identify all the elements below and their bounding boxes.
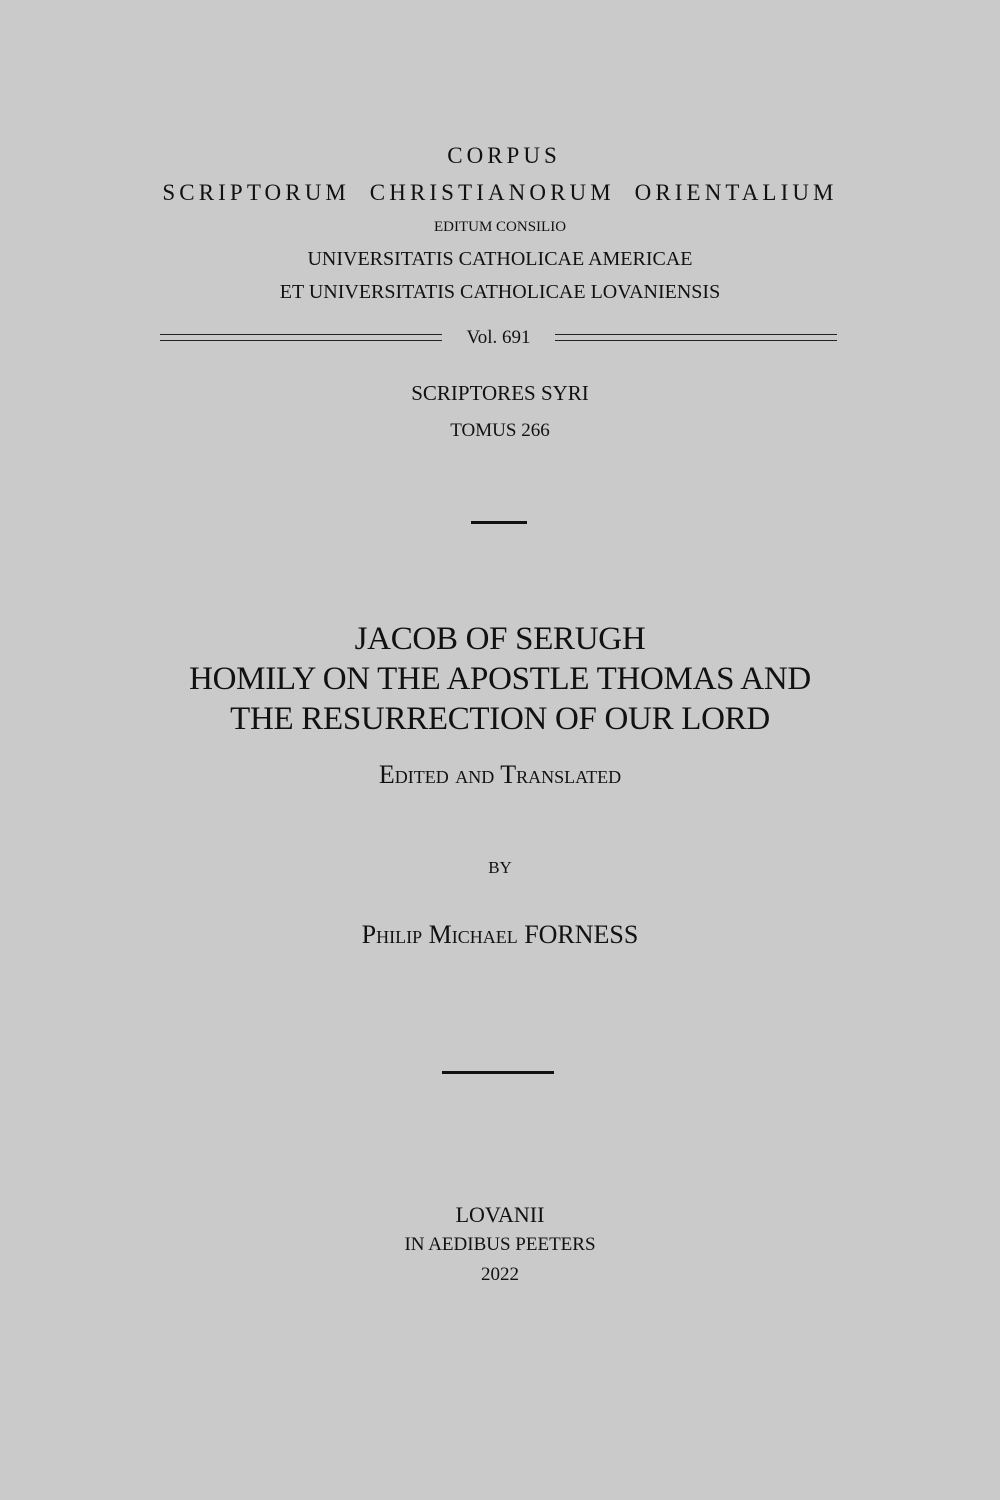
- author-name: Philip Michael FORNESS: [361, 920, 639, 949]
- editum-consilio: EDITUM CONSILIO: [433, 219, 567, 235]
- title-line-2: HOMILY ON THE APOSTLE THOMAS AND: [189, 661, 811, 697]
- series-name: SCRIPTORUM CHRISTIANORUM ORIENTALIUM: [162, 180, 838, 205]
- long-divider: [442, 1071, 554, 1074]
- subtitle: Edited and Translated: [378, 760, 622, 789]
- university-line-2: ET UNIVERSITATIS CATHOLICAE LOVANIENSIS: [279, 281, 721, 303]
- volume-rule-row: [160, 326, 837, 350]
- tomus-number: TOMUS 266: [450, 420, 550, 441]
- subseries-name: SCRIPTORES SYRI: [411, 381, 589, 405]
- university-line-1: UNIVERSITATIS CATHOLICAE AMERICAE: [307, 248, 693, 270]
- by-label: BY: [488, 858, 512, 877]
- double-rule-right: [555, 334, 837, 341]
- imprint-place: LOVANII: [455, 1202, 545, 1227]
- volume-number: Vol. 691: [466, 327, 531, 348]
- short-divider: [471, 521, 527, 524]
- imprint-year: 2022: [481, 1264, 519, 1285]
- series-word: CORPUS: [447, 143, 561, 168]
- title-line-3: THE RESURRECTION OF OUR LORD: [230, 701, 770, 737]
- imprint-publisher: IN AEDIBUS PEETERS: [404, 1234, 596, 1255]
- title-line-1: JACOB OF SERUGH: [354, 621, 646, 657]
